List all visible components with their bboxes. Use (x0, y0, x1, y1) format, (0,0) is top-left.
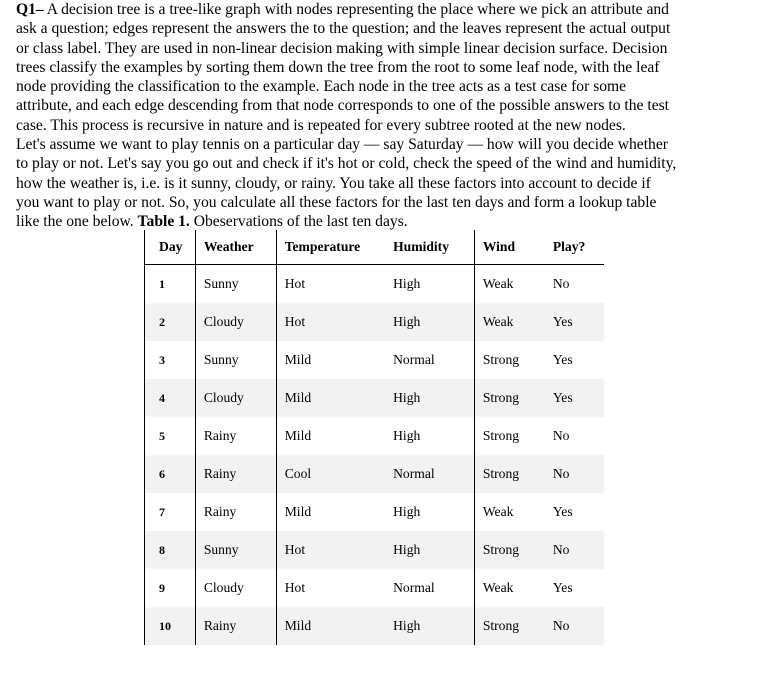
cell-weather: Sunny (195, 531, 276, 569)
cell-play: Yes (552, 352, 573, 367)
cell-day: 4 (145, 379, 196, 417)
table-row (145, 265, 605, 304)
cell-day: 2 (145, 303, 196, 341)
cell-wind: Strong (474, 531, 545, 569)
table-row (145, 455, 605, 493)
paragraph-line: node providing the classification to the example. Each node in the tree acts as a test case for some (16, 78, 627, 96)
paragraph-line: you want to play or not. So, you calculate all these factors for the last ten days and form a lookup table (16, 193, 657, 211)
cell-play: Yes (545, 303, 604, 341)
header-play: Play? (552, 239, 586, 254)
cell-wind: Weak (474, 303, 545, 341)
cell-humidity: High (393, 504, 421, 519)
cell-play: No (545, 455, 604, 493)
cell-play: Yes (545, 379, 604, 417)
cell-wind: Weak (474, 265, 545, 304)
table-row (145, 493, 605, 531)
cell-temperature: Hot (276, 265, 385, 304)
cell-weather: Rainy (195, 607, 276, 645)
cell-humidity: High (393, 428, 421, 443)
cell-play: Yes (552, 504, 573, 519)
cell-wind: Strong (474, 379, 545, 417)
cell-day: 7 (145, 493, 196, 531)
table-caption-text: Obeservations of the last ten days. (189, 213, 408, 231)
table-row (145, 379, 605, 417)
cell-day: 3 (145, 341, 196, 379)
table-row (145, 341, 605, 379)
cell-play: No (552, 428, 570, 443)
table-row (145, 531, 605, 569)
cell-temperature: Hot (276, 569, 385, 607)
header-temperature: Temperature (276, 230, 385, 265)
paragraph-line: trees classify the examples by sorting them down the tree from the root to some leaf node, with the leaf (16, 58, 660, 76)
paragraph-line: how the weather is, i.e. is it sunny, cloudy, or rainy. You take all these factors into account to decide if (16, 174, 651, 192)
paragraph-line: or class label. They are used in non-linear decision making with simple linear decision surface. Decision (16, 39, 668, 57)
paragraph-line (16, 0, 738, 19)
table-row (145, 303, 605, 341)
table-row (145, 569, 605, 607)
table-row (145, 607, 605, 645)
cell-day: 1 (145, 265, 196, 304)
paragraph-line: ask a question; edges represent the answers the to the question; and the leaves represent the actual output (16, 20, 671, 38)
cell-temperature: Mild (276, 379, 385, 417)
paragraph-tennis-example (16, 135, 738, 231)
cell-day: 9 (145, 569, 196, 607)
paragraph-line (16, 212, 738, 231)
cell-weather: Cloudy (195, 379, 276, 417)
cell-wind: Strong (474, 341, 545, 379)
paragraph-line: case. This process is recursive in nature and is repeated for every subtree rooted at the new nodes. (16, 116, 626, 134)
table-caption-label: Table 1. (137, 213, 190, 231)
table-row (145, 417, 605, 455)
cell-temperature: Mild (276, 607, 385, 645)
cell-day: 10 (145, 607, 196, 645)
cell-play: No (545, 607, 604, 645)
cell-weather: Rainy (195, 455, 276, 493)
paragraph-line: to play or not. Let's say you go out and check if it's hot or cold, check the speed of the wind and humidity, (16, 155, 677, 173)
cell-humidity: High (385, 379, 474, 417)
cell-wind: Strong (474, 455, 545, 493)
cell-wind: Strong (474, 417, 545, 455)
observations-table-container (144, 230, 604, 645)
observations-table (144, 230, 604, 645)
cell-play: No (545, 531, 604, 569)
cell-day: 8 (145, 531, 196, 569)
paragraph-line: Let's assume we want to play tennis on a particular day — say Saturday — how will you decide whether (16, 136, 668, 153)
cell-temperature: Mild (276, 493, 385, 531)
cell-day: 6 (145, 455, 196, 493)
cell-temperature: Mild (276, 417, 385, 455)
cell-temperature: Hot (276, 303, 385, 341)
cell-wind: Weak (474, 569, 545, 607)
cell-weather: Cloudy (195, 569, 276, 607)
cell-humidity: High (393, 276, 421, 291)
cell-weather: Rainy (195, 493, 276, 531)
cell-temperature: Mild (276, 341, 385, 379)
paragraph-line: attribute, and each edge descending from that node corresponds to one of the possible answers to the test (16, 97, 670, 115)
paragraph-line-text: like the one below. (16, 213, 134, 231)
cell-weather: Sunny (195, 265, 276, 304)
cell-play: Yes (552, 580, 573, 595)
cell-humidity: High (385, 303, 474, 341)
cell-day: 5 (145, 417, 196, 455)
table-header-row (145, 230, 605, 265)
header-weather: Weather (195, 230, 276, 265)
cell-wind: Weak (474, 493, 545, 531)
header-wind: Wind (474, 230, 545, 265)
cell-temperature: Cool (276, 455, 385, 493)
header-day: Day (145, 230, 196, 265)
cell-temperature: Hot (276, 531, 385, 569)
header-humidity: Humidity (393, 239, 450, 254)
cell-weather: Sunny (195, 341, 276, 379)
paragraph-line-text: A decision tree is a tree-like graph with nodes representing the place where we pick an attribute and (43, 1, 669, 18)
paragraph-decision-tree-definition (16, 0, 738, 135)
question-label: Q1– (16, 1, 44, 18)
cell-humidity: Normal (393, 352, 435, 367)
cell-humidity: High (385, 607, 474, 645)
cell-weather: Rainy (195, 417, 276, 455)
cell-humidity: Normal (393, 580, 435, 595)
cell-weather: Cloudy (195, 303, 276, 341)
cell-humidity: High (385, 531, 474, 569)
cell-wind: Strong (474, 607, 545, 645)
cell-humidity: Normal (385, 455, 474, 493)
cell-play: No (552, 276, 570, 291)
